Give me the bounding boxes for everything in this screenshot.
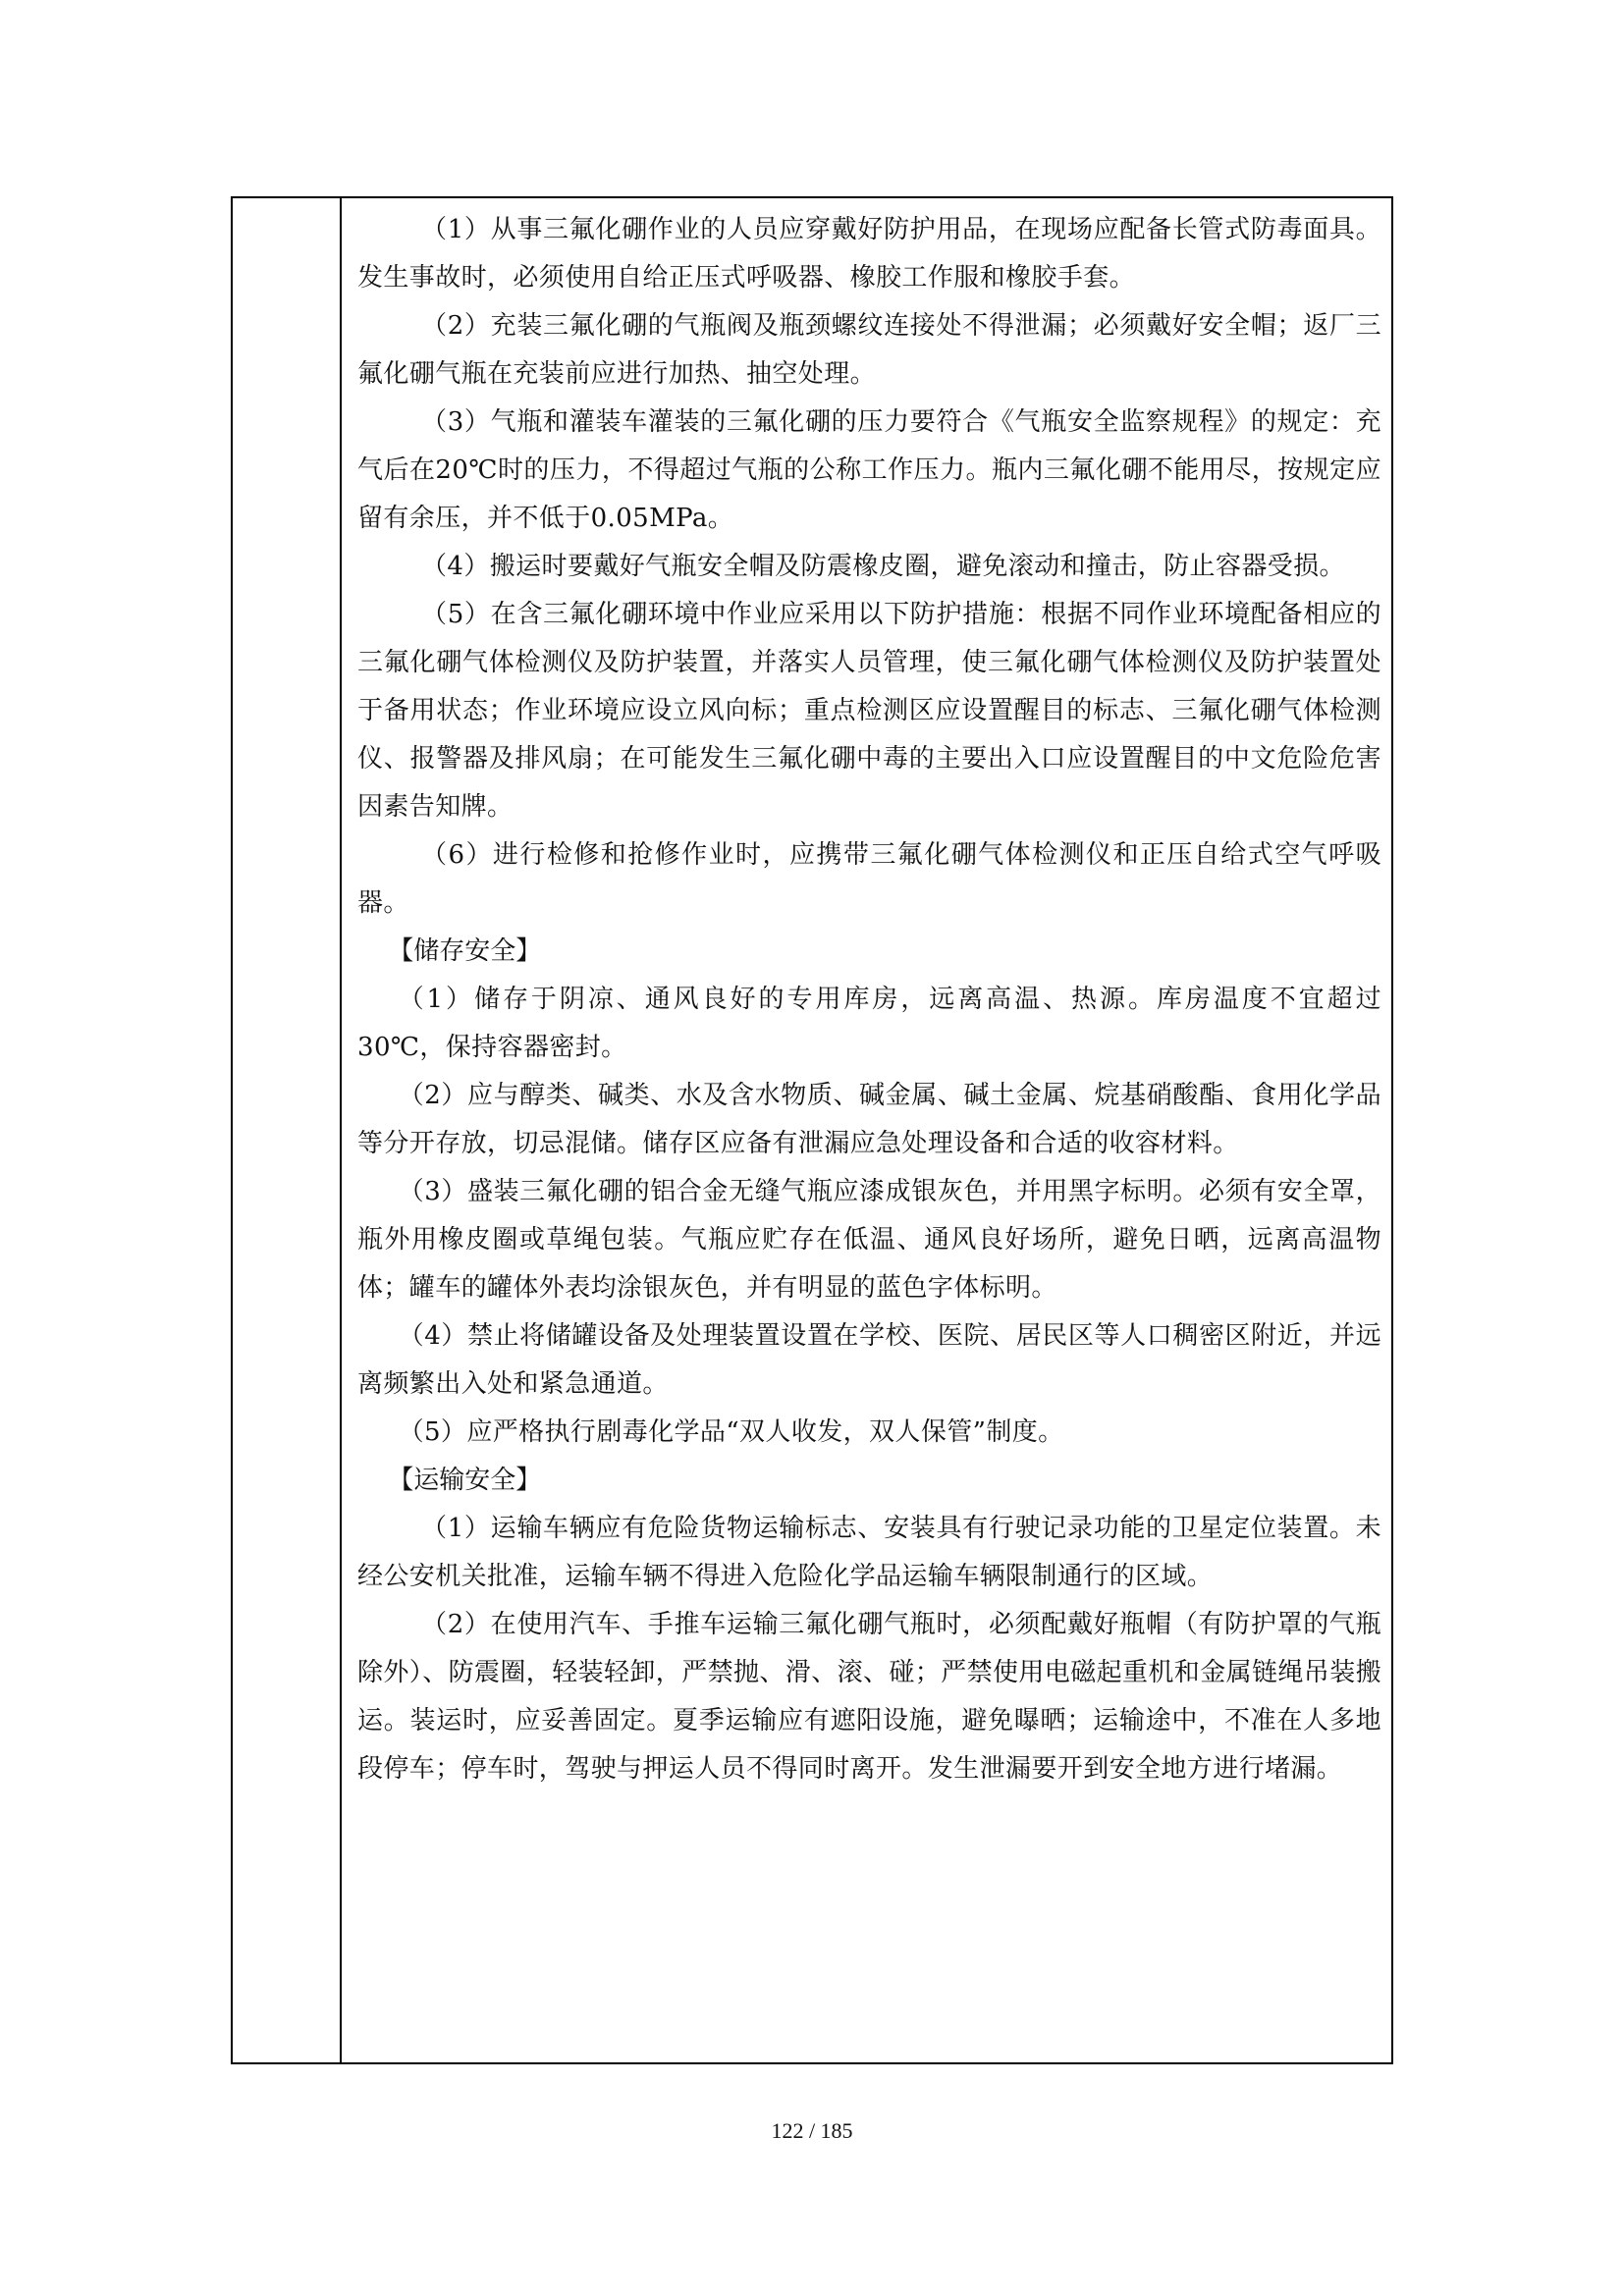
storage-paragraph-5: （5）应严格执行剧毒化学品“双人收发，双人保管”制度。	[398, 1417, 1064, 1447]
storage-paragraph-2: （2）应与醇类、碱类、水及含水物质、碱金属、碱土金属、烷基硝酸酯、食用化学品等分开存放，切忌混储。储存区应备有泄漏应急处理设备和合适的收容材料。	[357, 1081, 1381, 1158]
content-table	[231, 196, 1393, 2064]
text-column	[342, 198, 1391, 2062]
storage-paragraph-4: （4）禁止将储罐设备及处理装置设置在学校、医院、居民区等人口稠密区附近，并远离频繁出入处和紧急通道。	[357, 1321, 1381, 1399]
usage-paragraph-2: （2）充装三氟化硼的气瓶阀及瓶颈螺纹连接处不得泄漏；必须戴好安全帽；返厂三氟化硼气瓶在充装前应进行加热、抽空处理。	[357, 311, 1381, 389]
label-column	[233, 198, 342, 2062]
transport-paragraph-2: （2）在使用汽车、手推车运输三氟化硼气瓶时，必须配戴好瓶帽（有防护罩的气瓶除外）、防震圈，轻装轻卸，严禁抛、滑、滚、碰；严禁使用电磁起重机和金属链绳吊装搬运。装运时，应妥善固定。夏季运输应有遮阳设施，避免曝晒；运输途中，不准在人多地段停车；停车时，驾驶与押运人员不得同时离开。发生泄漏要开到安全地方进行堵漏。	[357, 1610, 1382, 1784]
transport-heading: 【运输安全】	[388, 1466, 542, 1495]
storage-paragraph-3: （3）盛装三氟化硼的铝合金无缝气瓶应漆成银灰色，并用黑字标明。必须有安全罩，瓶外用橡皮圈或草绳包装。气瓶应贮存在低温、通风良好场所，避免日晒，远离高温物体；罐车的罐体外表均涂银灰色，并有明显的蓝色字体标明。	[357, 1177, 1381, 1303]
usage-paragraph-5: （5）在含三氟化硼环境中作业应采用以下防护措施：根据不同作业环境配备相应的三氟化硼气体检测仪及防护装置，并落实人员管理，使三氟化硼气体检测仪及防护装置处于备用状态；作业环境应设立风向标；重点检测区应设置醒目的标志、三氟化硼气体检测仪、报警器及排风扇；在可能发生三氟化硼中毒的主要出入口应设置醒目的中文危险危害因素告知牌。	[357, 600, 1381, 822]
storage-paragraph-1: （1）储存于阴凉、通风良好的专用库房，远离高温、热源。库房温度不宜超过30℃，保持容器密封。	[357, 985, 1381, 1062]
usage-paragraph-1: （1）从事三氟化硼作业的人员应穿戴好防护用品，在现场应配备长管式防毒面具。发生事故时，必须使用自给正压式呼吸器、橡胶工作服和橡胶手套。	[357, 215, 1381, 293]
usage-paragraph-4: （4）搬运时要戴好气瓶安全帽及防震橡皮圈，避免滚动和撞击，防止容器受损。	[421, 552, 1345, 581]
transport-paragraph-1: （1）运输车辆应有危险货物运输标志、安装具有行驶记录功能的卫星定位装置。未经公安机关批准，运输车辆不得进入危险化学品运输车辆限制通行的区域。	[357, 1514, 1381, 1591]
usage-paragraph-6: （6）进行检修和抢修作业时，应携带三氟化硼气体检测仪和正压自给式空气呼吸器。	[357, 840, 1381, 918]
usage-paragraph-3: （3）气瓶和灌装车灌装的三氟化硼的压力要符合《气瓶安全监察规程》的规定：充气后在20℃时的压力，不得超过气瓶的公称工作压力。瓶内三氟化硼不能用尽，按规定应留有余压，并不低于0.05MPa。	[357, 407, 1381, 533]
page-number: 122 / 185	[771, 2118, 853, 2143]
storage-heading: 【储存安全】	[388, 936, 542, 966]
